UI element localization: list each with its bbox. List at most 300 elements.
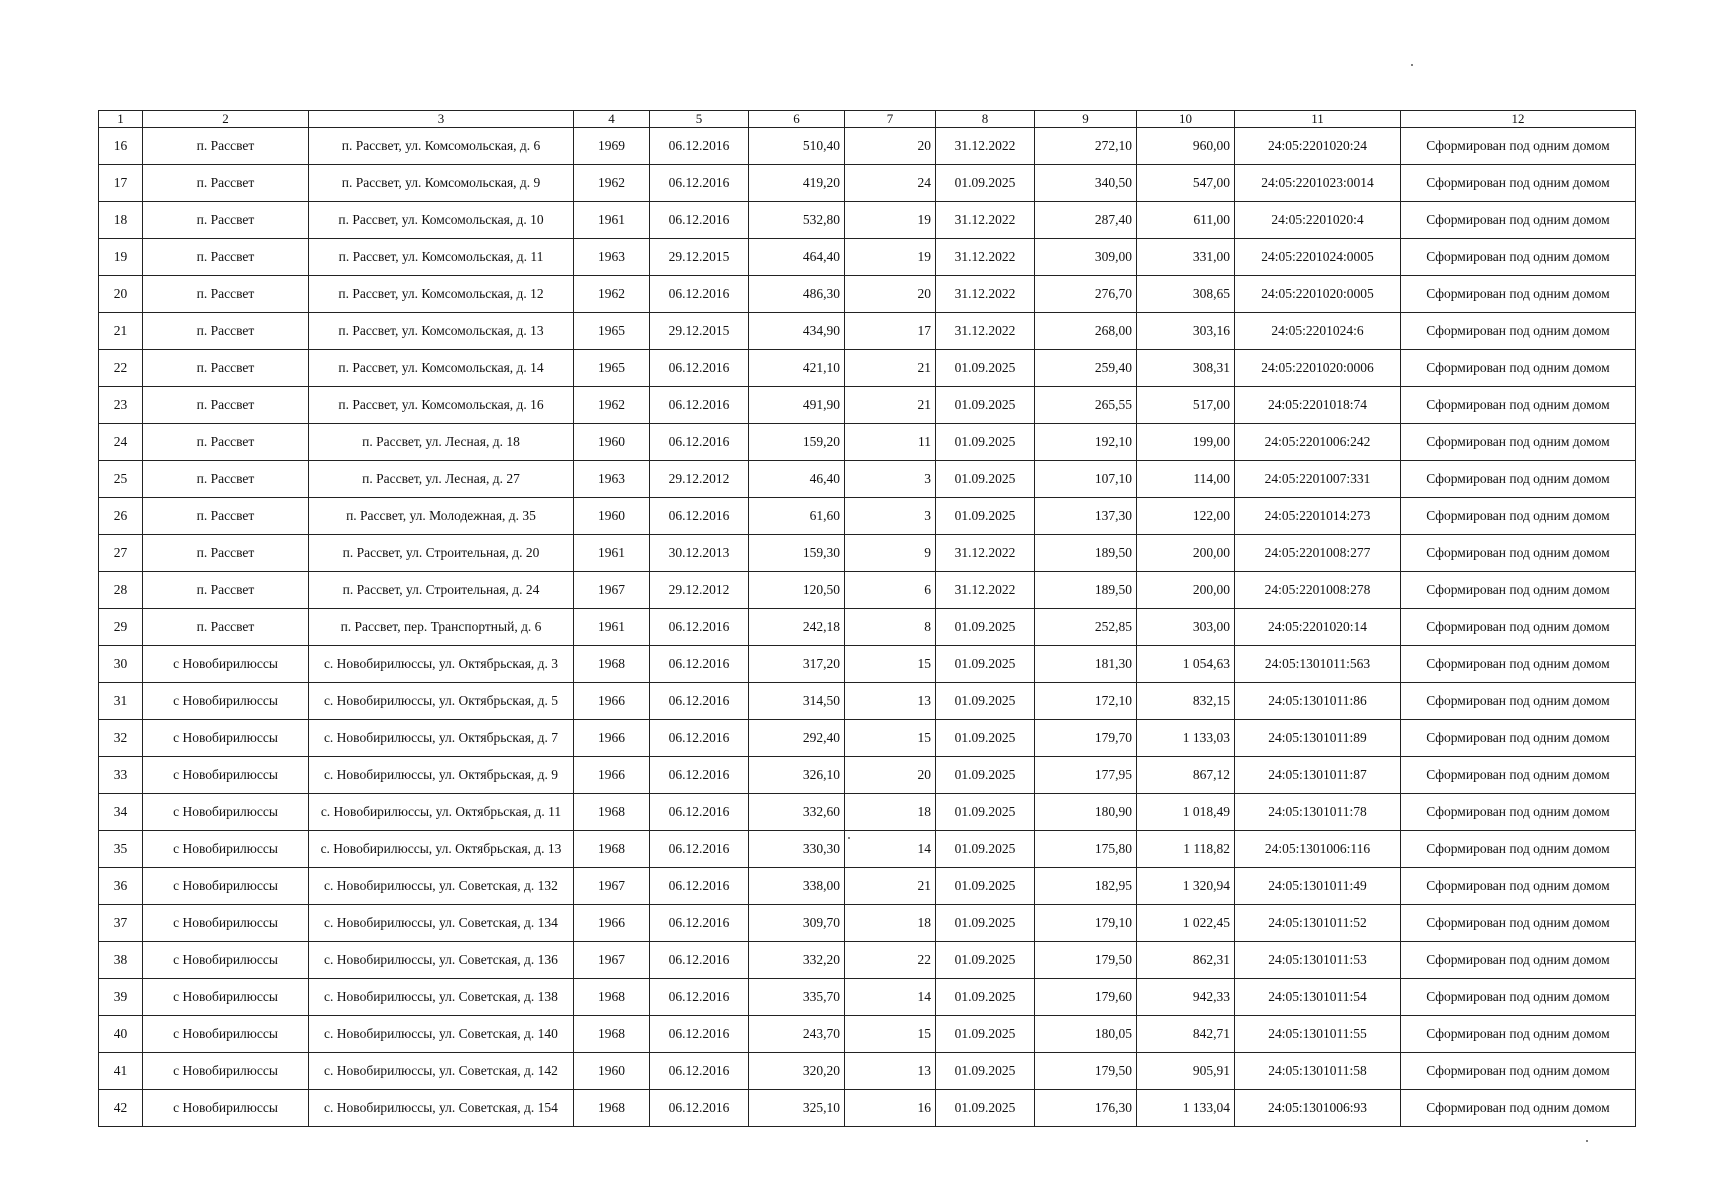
column-header: 10 [1137,111,1235,128]
deadline-date-cell: 31.12.2022 [936,128,1035,165]
area-total-cell: 159,20 [749,424,845,461]
area-total-cell: 120,50 [749,572,845,609]
row-number-cell: 21 [99,313,143,350]
table-row [99,609,1636,646]
year-built-cell: 1966 [574,683,650,720]
land-area-cell: 1 118,82 [1137,831,1235,868]
apartments-count-cell: 18 [845,905,936,942]
year-built-cell: 1968 [574,831,650,868]
column-header: 2 [143,111,309,128]
row-number-cell: 16 [99,128,143,165]
date-cell: 06.12.2016 [650,794,749,831]
apartments-count-cell: 13 [845,683,936,720]
status-note-cell: Сформирован под одним домом [1401,831,1636,868]
status-note-cell: Сформирован под одним домом [1401,683,1636,720]
area-value-cell: 177,95 [1035,757,1137,794]
status-note-cell: Сформирован под одним домом [1401,424,1636,461]
settlement-cell: п. Рассвет [143,202,309,239]
status-note-cell: Сформирован под одним домом [1401,202,1636,239]
table-row [99,313,1636,350]
year-built-cell: 1966 [574,905,650,942]
address-cell: п. Рассвет, ул. Комсомольская, д. 10 [309,202,574,239]
settlement-cell: с Новобирилюссы [143,757,309,794]
deadline-date-cell: 31.12.2022 [936,572,1035,609]
area-value-cell: 179,60 [1035,979,1137,1016]
row-number-cell: 34 [99,794,143,831]
deadline-date-cell: 31.12.2022 [936,313,1035,350]
apartments-count-cell: 20 [845,128,936,165]
date-cell: 06.12.2016 [650,831,749,868]
row-number-cell: 39 [99,979,143,1016]
settlement-cell: п. Рассвет [143,424,309,461]
row-number-cell: 28 [99,572,143,609]
land-area-cell: 114,00 [1137,461,1235,498]
deadline-date-cell: 01.09.2025 [936,683,1035,720]
settlement-cell: с Новобирилюссы [143,831,309,868]
year-built-cell: 1965 [574,313,650,350]
row-number-cell: 33 [99,757,143,794]
deadline-date-cell: 31.12.2022 [936,239,1035,276]
status-note-cell: Сформирован под одним домом [1401,461,1636,498]
cadastral-number-cell: 24:05:1301011:89 [1235,720,1401,757]
table-row [99,387,1636,424]
area-value-cell: 259,40 [1035,350,1137,387]
row-number-cell: 27 [99,535,143,572]
year-built-cell: 1963 [574,239,650,276]
table-row [99,646,1636,683]
area-total-cell: 325,10 [749,1090,845,1127]
settlement-cell: с Новобирилюссы [143,942,309,979]
settlement-cell: п. Рассвет [143,572,309,609]
scan-speck [1586,1140,1588,1142]
status-note-cell: Сформирован под одним домом [1401,720,1636,757]
land-area-cell: 842,71 [1137,1016,1235,1053]
area-value-cell: 172,10 [1035,683,1137,720]
date-cell: 29.12.2015 [650,239,749,276]
column-header: 4 [574,111,650,128]
address-cell: п. Рассвет, ул. Комсомольская, д. 16 [309,387,574,424]
area-total-cell: 335,70 [749,979,845,1016]
area-value-cell: 137,30 [1035,498,1137,535]
apartments-count-cell: 18 [845,794,936,831]
year-built-cell: 1961 [574,202,650,239]
row-number-cell: 37 [99,905,143,942]
date-cell: 06.12.2016 [650,979,749,1016]
land-area-cell: 308,65 [1137,276,1235,313]
row-number-cell: 41 [99,1053,143,1090]
row-number-cell: 17 [99,165,143,202]
deadline-date-cell: 01.09.2025 [936,498,1035,535]
area-value-cell: 179,70 [1035,720,1137,757]
deadline-date-cell: 01.09.2025 [936,868,1035,905]
table-row [99,1090,1636,1127]
cadastral-number-cell: 24:05:1301011:52 [1235,905,1401,942]
table-row [99,202,1636,239]
apartments-count-cell: 15 [845,720,936,757]
date-cell: 06.12.2016 [650,498,749,535]
deadline-date-cell: 31.12.2022 [936,535,1035,572]
year-built-cell: 1961 [574,609,650,646]
land-area-cell: 1 133,03 [1137,720,1235,757]
land-area-cell: 308,31 [1137,350,1235,387]
settlement-cell: с Новобирилюссы [143,1016,309,1053]
address-cell: п. Рассвет, ул. Лесная, д. 18 [309,424,574,461]
row-number-cell: 29 [99,609,143,646]
year-built-cell: 1968 [574,979,650,1016]
table-row [99,683,1636,720]
year-built-cell: 1968 [574,1016,650,1053]
row-number-cell: 30 [99,646,143,683]
area-total-cell: 317,20 [749,646,845,683]
address-cell: п. Рассвет, ул. Молодежная, д. 35 [309,498,574,535]
land-area-cell: 517,00 [1137,387,1235,424]
row-number-cell: 26 [99,498,143,535]
date-cell: 06.12.2016 [650,757,749,794]
year-built-cell: 1967 [574,868,650,905]
area-total-cell: 61,60 [749,498,845,535]
table-row [99,572,1636,609]
apartments-count-cell: 21 [845,350,936,387]
table-row [99,831,1636,868]
table-row [99,757,1636,794]
area-total-cell: 314,50 [749,683,845,720]
cadastral-number-cell: 24:05:2201020:4 [1235,202,1401,239]
date-cell: 06.12.2016 [650,683,749,720]
apartments-count-cell: 24 [845,165,936,202]
table-row [99,461,1636,498]
year-built-cell: 1961 [574,535,650,572]
address-cell: п. Рассвет, ул. Строительная, д. 20 [309,535,574,572]
status-note-cell: Сформирован под одним домом [1401,276,1636,313]
table-row [99,276,1636,313]
area-total-cell: 434,90 [749,313,845,350]
table-row [99,350,1636,387]
table-row [99,165,1636,202]
column-header: 8 [936,111,1035,128]
apartments-count-cell: 19 [845,202,936,239]
land-area-cell: 122,00 [1137,498,1235,535]
area-value-cell: 287,40 [1035,202,1137,239]
apartments-count-cell: 15 [845,646,936,683]
column-header: 9 [1035,111,1137,128]
address-cell: с. Новобирилюссы, ул. Советская, д. 140 [309,1016,574,1053]
address-cell: с. Новобирилюссы, ул. Советская, д. 136 [309,942,574,979]
table-row [99,424,1636,461]
area-total-cell: 332,20 [749,942,845,979]
settlement-cell: п. Рассвет [143,461,309,498]
status-note-cell: Сформирован под одним домом [1401,239,1636,276]
address-cell: п. Рассвет, ул. Комсомольская, д. 11 [309,239,574,276]
deadline-date-cell: 01.09.2025 [936,350,1035,387]
status-note-cell: Сформирован под одним домом [1401,1016,1636,1053]
cadastral-number-cell: 24:05:1301011:563 [1235,646,1401,683]
row-number-cell: 32 [99,720,143,757]
status-note-cell: Сформирован под одним домом [1401,868,1636,905]
area-total-cell: 326,10 [749,757,845,794]
year-built-cell: 1967 [574,942,650,979]
settlement-cell: п. Рассвет [143,350,309,387]
deadline-date-cell: 01.09.2025 [936,387,1035,424]
row-number-cell: 40 [99,1016,143,1053]
year-built-cell: 1960 [574,424,650,461]
apartments-count-cell: 14 [845,979,936,1016]
year-built-cell: 1965 [574,350,650,387]
area-value-cell: 268,00 [1035,313,1137,350]
year-built-cell: 1960 [574,498,650,535]
area-total-cell: 491,90 [749,387,845,424]
area-value-cell: 179,50 [1035,1053,1137,1090]
apartments-count-cell: 14 [845,831,936,868]
address-cell: с. Новобирилюссы, ул. Советская, д. 138 [309,979,574,1016]
address-cell: с. Новобирилюссы, ул. Октябрьская, д. 13 [309,831,574,868]
settlement-cell: с Новобирилюссы [143,646,309,683]
address-cell: с. Новобирилюссы, ул. Советская, д. 132 [309,868,574,905]
cadastral-number-cell: 24:05:2201024:6 [1235,313,1401,350]
status-note-cell: Сформирован под одним домом [1401,387,1636,424]
apartments-count-cell: 16 [845,1090,936,1127]
settlement-cell: п. Рассвет [143,128,309,165]
apartments-count-cell: 9 [845,535,936,572]
apartments-count-cell: 21 [845,387,936,424]
land-area-cell: 200,00 [1137,572,1235,609]
cadastral-number-cell: 24:05:2201018:74 [1235,387,1401,424]
scan-speck [1411,64,1413,66]
table-row [99,1016,1636,1053]
row-number-cell: 22 [99,350,143,387]
year-built-cell: 1966 [574,720,650,757]
settlement-cell: п. Рассвет [143,239,309,276]
settlement-cell: с Новобирилюссы [143,1053,309,1090]
date-cell: 06.12.2016 [650,128,749,165]
apartments-count-cell: 11 [845,424,936,461]
land-area-cell: 867,12 [1137,757,1235,794]
date-cell: 29.12.2015 [650,313,749,350]
settlement-cell: с Новобирилюссы [143,905,309,942]
table-row [99,720,1636,757]
date-cell: 29.12.2012 [650,461,749,498]
apartments-count-cell: 8 [845,609,936,646]
row-number-cell: 31 [99,683,143,720]
year-built-cell: 1963 [574,461,650,498]
area-value-cell: 175,80 [1035,831,1137,868]
address-cell: п. Рассвет, ул. Строительная, д. 24 [309,572,574,609]
area-value-cell: 340,50 [1035,165,1137,202]
area-total-cell: 532,80 [749,202,845,239]
address-cell: п. Рассвет, ул. Комсомольская, д. 13 [309,313,574,350]
table-row [99,1053,1636,1090]
status-note-cell: Сформирован под одним домом [1401,165,1636,202]
area-total-cell: 309,70 [749,905,845,942]
land-area-cell: 1 054,63 [1137,646,1235,683]
year-built-cell: 1968 [574,1090,650,1127]
deadline-date-cell: 01.09.2025 [936,165,1035,202]
table-row [99,794,1636,831]
area-total-cell: 510,40 [749,128,845,165]
date-cell: 06.12.2016 [650,905,749,942]
settlement-cell: с Новобирилюссы [143,683,309,720]
date-cell: 30.12.2013 [650,535,749,572]
status-note-cell: Сформирован под одним домом [1401,128,1636,165]
area-value-cell: 179,10 [1035,905,1137,942]
apartments-count-cell: 17 [845,313,936,350]
year-built-cell: 1966 [574,757,650,794]
address-cell: п. Рассвет, ул. Комсомольская, д. 14 [309,350,574,387]
status-note-cell: Сформирован под одним домом [1401,794,1636,831]
area-total-cell: 330,30 [749,831,845,868]
deadline-date-cell: 31.12.2022 [936,276,1035,313]
area-total-cell: 421,10 [749,350,845,387]
scan-speck [848,837,850,839]
settlement-cell: п. Рассвет [143,535,309,572]
apartments-count-cell: 3 [845,498,936,535]
year-built-cell: 1967 [574,572,650,609]
year-built-cell: 1969 [574,128,650,165]
apartments-count-cell: 20 [845,276,936,313]
address-cell: п. Рассвет, пер. Транспортный, д. 6 [309,609,574,646]
apartments-count-cell: 19 [845,239,936,276]
cadastral-number-cell: 24:05:2201020:24 [1235,128,1401,165]
table-row [99,868,1636,905]
column-header: 1 [99,111,143,128]
area-value-cell: 276,70 [1035,276,1137,313]
area-value-cell: 189,50 [1035,572,1137,609]
year-built-cell: 1962 [574,165,650,202]
land-area-cell: 547,00 [1137,165,1235,202]
year-built-cell: 1968 [574,646,650,683]
cadastral-number-cell: 24:05:1301011:87 [1235,757,1401,794]
cadastral-number-cell: 24:05:1301006:93 [1235,1090,1401,1127]
area-value-cell: 107,10 [1035,461,1137,498]
cadastral-number-cell: 24:05:1301011:49 [1235,868,1401,905]
address-cell: п. Рассвет, ул. Комсомольская, д. 6 [309,128,574,165]
deadline-date-cell: 01.09.2025 [936,424,1035,461]
date-cell: 06.12.2016 [650,1016,749,1053]
document-page [98,110,1635,1127]
status-note-cell: Сформирован под одним домом [1401,609,1636,646]
status-note-cell: Сформирован под одним домом [1401,905,1636,942]
status-note-cell: Сформирован под одним домом [1401,757,1636,794]
settlement-cell: п. Рассвет [143,313,309,350]
land-area-cell: 862,31 [1137,942,1235,979]
deadline-date-cell: 01.09.2025 [936,979,1035,1016]
status-note-cell: Сформирован под одним домом [1401,350,1636,387]
status-note-cell: Сформирован под одним домом [1401,1090,1636,1127]
settlement-cell: с Новобирилюссы [143,868,309,905]
column-header: 6 [749,111,845,128]
deadline-date-cell: 01.09.2025 [936,646,1035,683]
deadline-date-cell: 31.12.2022 [936,202,1035,239]
deadline-date-cell: 01.09.2025 [936,1016,1035,1053]
date-cell: 06.12.2016 [650,424,749,461]
settlement-cell: с Новобирилюссы [143,794,309,831]
table-row [99,535,1636,572]
apartments-count-cell: 20 [845,757,936,794]
area-value-cell: 179,50 [1035,942,1137,979]
area-total-cell: 159,30 [749,535,845,572]
row-number-cell: 20 [99,276,143,313]
cadastral-number-cell: 24:05:1301011:55 [1235,1016,1401,1053]
address-cell: с. Новобирилюссы, ул. Советская, д. 142 [309,1053,574,1090]
land-area-cell: 1 320,94 [1137,868,1235,905]
date-cell: 06.12.2016 [650,720,749,757]
address-cell: п. Рассвет, ул. Комсомольская, д. 12 [309,276,574,313]
deadline-date-cell: 01.09.2025 [936,831,1035,868]
land-area-cell: 942,33 [1137,979,1235,1016]
row-number-cell: 42 [99,1090,143,1127]
land-area-cell: 331,00 [1137,239,1235,276]
cadastral-number-cell: 24:05:2201008:278 [1235,572,1401,609]
land-area-cell: 905,91 [1137,1053,1235,1090]
apartments-count-cell: 3 [845,461,936,498]
area-value-cell: 180,05 [1035,1016,1137,1053]
land-area-cell: 832,15 [1137,683,1235,720]
deadline-date-cell: 01.09.2025 [936,609,1035,646]
status-note-cell: Сформирован под одним домом [1401,313,1636,350]
date-cell: 06.12.2016 [650,387,749,424]
settlement-cell: с Новобирилюссы [143,979,309,1016]
row-number-cell: 25 [99,461,143,498]
table-row [99,905,1636,942]
settlement-cell: п. Рассвет [143,165,309,202]
status-note-cell: Сформирован под одним домом [1401,646,1636,683]
settlement-cell: п. Рассвет [143,387,309,424]
area-value-cell: 265,55 [1035,387,1137,424]
row-number-cell: 36 [99,868,143,905]
address-cell: с. Новобирилюссы, ул. Советская, д. 134 [309,905,574,942]
year-built-cell: 1968 [574,794,650,831]
area-value-cell: 272,10 [1035,128,1137,165]
status-note-cell: Сформирован под одним домом [1401,942,1636,979]
table-row [99,128,1636,165]
date-cell: 06.12.2016 [650,646,749,683]
apartments-count-cell: 6 [845,572,936,609]
address-cell: с. Новобирилюссы, ул. Октябрьская, д. 5 [309,683,574,720]
settlement-cell: с Новобирилюссы [143,1090,309,1127]
apartments-count-cell: 21 [845,868,936,905]
table-row [99,498,1636,535]
area-value-cell: 252,85 [1035,609,1137,646]
area-total-cell: 320,20 [749,1053,845,1090]
deadline-date-cell: 01.09.2025 [936,720,1035,757]
column-header: 12 [1401,111,1636,128]
area-total-cell: 464,40 [749,239,845,276]
date-cell: 06.12.2016 [650,1090,749,1127]
year-built-cell: 1962 [574,276,650,313]
date-cell: 29.12.2012 [650,572,749,609]
row-number-cell: 38 [99,942,143,979]
column-header: 3 [309,111,574,128]
header-row [99,111,1636,128]
land-area-cell: 199,00 [1137,424,1235,461]
apartments-count-cell: 22 [845,942,936,979]
area-value-cell: 181,30 [1035,646,1137,683]
deadline-date-cell: 01.09.2025 [936,461,1035,498]
table-row [99,239,1636,276]
cadastral-number-cell: 24:05:2201007:331 [1235,461,1401,498]
land-area-cell: 1 018,49 [1137,794,1235,831]
cadastral-number-cell: 24:05:1301011:86 [1235,683,1401,720]
area-value-cell: 176,30 [1035,1090,1137,1127]
table-row [99,942,1636,979]
area-total-cell: 242,18 [749,609,845,646]
cadastral-number-cell: 24:05:2201014:273 [1235,498,1401,535]
cadastral-number-cell: 24:05:2201006:242 [1235,424,1401,461]
area-total-cell: 338,00 [749,868,845,905]
date-cell: 06.12.2016 [650,276,749,313]
settlement-cell: п. Рассвет [143,498,309,535]
cadastral-number-cell: 24:05:1301011:54 [1235,979,1401,1016]
status-note-cell: Сформирован под одним домом [1401,979,1636,1016]
